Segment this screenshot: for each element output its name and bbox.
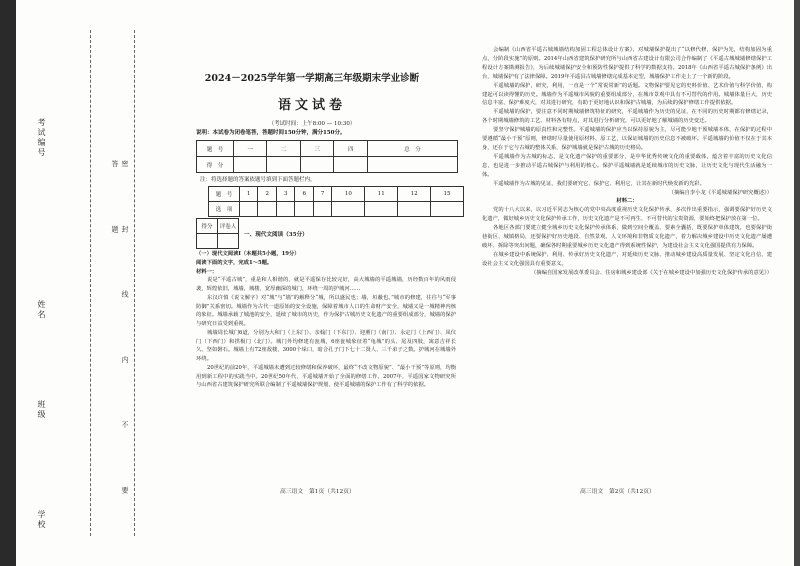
score-row-label-2: 得 分: [197, 157, 234, 173]
answer-num: 11: [365, 187, 398, 202]
material-1-label: 材料一：: [196, 268, 218, 275]
answer-cell[interactable]: [240, 202, 258, 217]
footer-page-2: 高三语文 第2页（共12页）: [580, 489, 655, 495]
seal-dash-line-inner: [134, 30, 135, 536]
score-col-1: 一: [234, 141, 267, 157]
answer-table: [208, 186, 464, 217]
score-col-total: 总 分: [367, 141, 457, 157]
answer-num: 15: [431, 187, 464, 202]
passage-paragraph: 城墙周长城门6道，分别为大和门（上东门）、亲翰门（下东门）、迎薰门（南门）、永定门（上西门）、凤仪门（下西门）和拱极门（北门）。城门外均修建有瓮城，6座瓮城象征着“龟城”的头、尾及四肢，寓意吉祥长久、坚如磐石。城墙上有72座敌楼，3000个垛口，暗合孔子门下七十二贤人、三千弟子之数。护城河在城墙外环绕。: [196, 329, 456, 362]
passage-paragraph: 平遥城墙作为古城的见证，我们要研究它、保护它、利用它，让其在新时代焕发新的光彩。: [493, 180, 705, 187]
right-body: [482, 46, 772, 278]
name-label: 姓名: [37, 300, 46, 320]
answer-cell[interactable]: [313, 202, 331, 217]
school-label: 学校: [37, 510, 46, 530]
passage-paragraph: 平遥城墙的保护，研究，利用，一直是一个“常说常新”的话题。文物保护要见它的史料价值、艺术价值与科学价值，构建起可以读得懂的历史。城墙作为平遥城市风貌的重要组成部分，在城市景观中具有不可替代的作用。城墙体量巨大，历史信息丰富，保护难度大，对其进行研究，有助于更好地认识和保护古城墙，为后续的保护修缮工作提供依据。: [482, 82, 772, 107]
answer-row-label-2: 选 项: [209, 202, 240, 217]
exam-note: 说明：本试卷为闭卷笔答，答题时间150分钟，满分150分。: [196, 130, 346, 136]
passage-paragraph: 平遥城墙作为古城的标志，是文化遗产保护的重要部分，是中华优秀传统文化的重要载体，蕴含着丰富的历史文化信息，也是进一步推动平遥古城保护与利用的核心。保护平遥城墙就是延续城市的历史文脉，让历史文化与现代生活融为一体。: [482, 153, 772, 178]
passage-paragraph: 要坚守保护城墙的原真性和完整性。平遥城墙的保护应当以保持原貌为主，尽可能少地干预城墙本体，在保护的过程中要遵循“最小干预”原则，修缮时尽量使用原材料、原工艺，以保证城墙的历史信息不被破坏。平遥城墙的价值不仅在于其本身，还在于它与古城的整体关系，保护城墙就是保护古城的历史格局。: [482, 127, 772, 151]
answer-num: 3: [276, 187, 294, 202]
answer-num: 12: [398, 187, 431, 202]
score-cell[interactable]: [234, 157, 267, 173]
passage-paragraph: 东汉许慎《说文解字》对“城”与“墙”的解释分“城，所以盛民也；墙，垣蔽也。”城市的修建，往往与“军事防御”关系密切。城墙作为古代一道原始的安全设施，保障着城市人口的生命财产安全，城墙又是一城精神内核的象征。城墙承载了城池的安全，延续了城市的历史，作为保护古城历史文化遗产的重要组成部分，城墙的保护与研究日益受到重视。: [196, 294, 456, 327]
answer-num: 1: [240, 187, 258, 202]
answer-row-label: 题 号: [209, 187, 240, 202]
source-citation-1: （摘编自李小龙《平遥城墙保护研究概述》）: [668, 189, 772, 196]
material-2-label: 材料二：: [616, 198, 638, 205]
score-col-4: 四: [334, 141, 367, 157]
passage-paragraph: 在城乡建设中系统保护、利用、传承好历史文化遗产，对延续历史文脉、推动城乡建设高质量发展、坚定文化自信、建设社会主义文化强国具有重要意义。: [482, 251, 772, 267]
passage-paragraph: 20世纪的前20年，平遥城墙未遭到过较修缮和保养破坏，最终“不改文物原貌”、“最小干预”等原则，均衡用到新工程中的实践当中。20世纪50年代，平遥城墙开始了全面的修缮工作。2007年，平遥国家文物研究所与山西省古建筑保护研究所联合编制了平遥城墙保护规划，使平遥城墙的保护工作有了科学的依据。: [196, 364, 456, 389]
grader-name-cell[interactable]: [218, 234, 239, 249]
seal-dash-line: [90, 30, 91, 536]
passage-paragraph: 平遥城墙的保护，要注意不同时期城墙修筑特征的研究，平遥城墙作为历史的见证，在不同的历史时期都有修缮记录，各个时期城墙修筑的工艺、材料各有特点，对其进行分析研究，可以更好地了解城墙的历史变迁。: [482, 109, 772, 125]
subsection-title: （一）现代文阅读Ⅰ（本题共5小题，19分）: [196, 251, 300, 257]
exam-title: 2024－2025学年第一学期高三年级期末学业诊断: [204, 73, 420, 84]
answer-cell[interactable]: [431, 202, 464, 217]
score-cell[interactable]: [367, 157, 457, 173]
grader-name-label: 评卷人: [218, 219, 239, 234]
binding-margin: [16, 0, 171, 566]
answer-num: 2: [258, 187, 276, 202]
answer-cell[interactable]: [295, 202, 313, 217]
scan-edge-left: [0, 0, 16, 566]
grader-box: [196, 218, 239, 249]
class-label: 班级: [37, 400, 46, 420]
answer-cell[interactable]: [258, 202, 276, 217]
answer-instruction: 注：将选择题的答案依题号填到下面答题栏内。: [200, 177, 316, 183]
answer-num: 7: [313, 187, 331, 202]
footer-page-1: 高三语文 第1页（共12页）: [280, 489, 355, 495]
passage-paragraph: 说是“平遥古城”，重是和人相谐的，就是平遥保存比较完好，高大城墙的平遥城墙，历经数百年的风雨侵袭，辉煌依旧，城墙，城楼，宽厚幽深的城门，环绕一周的护城河……: [196, 277, 456, 292]
answer-cell[interactable]: [332, 202, 365, 217]
scan-edge-right: [794, 0, 800, 566]
section-title: 一、现代文阅读（35分）: [244, 232, 308, 238]
score-cell[interactable]: [334, 157, 367, 173]
source-citation-2: （摘编自国家发展改革委员会、住房和城乡建设部《关于在城乡建设中加强历史文化保护传承的意见》）: [530, 269, 772, 276]
answer-num: 6: [295, 187, 313, 202]
score-cell[interactable]: [300, 157, 333, 173]
score-cell[interactable]: [267, 157, 300, 173]
seal-line-text: 密 封 线 内 不 要 答 题: [111, 160, 129, 522]
answer-cell[interactable]: [398, 202, 431, 217]
passage-paragraph: 党的十八大以来，以习近平同志为核心的党中央高度重视历史文化保护传承，多次作出重要指示，强调要保护好历史文化遗产，做好城乡历史文化保护传承工作，历史文化遗产是不可再生、不可替代的宝贵资源，要始终把保护放在第一位。: [482, 207, 772, 223]
passage-paragraph: 会编制《山西省平遥古城城墙结构加固工程总体设计方案》，对城墙保护提出了“以修代修，保护为先，结构加固为重点，分阶段实施”的原则。2014年山西省建筑保护研究所与山西省古建设计有限公司合作编制了《平遥古城城墙修缮保护工程设计方案勘测报告》，为后续城墙保护安全和预防性保护提供了科学的数据支持。2018年《山西省平遥古城保护条例》出台，城墙保护有了法律保障。2019年平遥县古城墙修缮完成基本定型，城墙保护工作走上了一个新的阶段。: [482, 47, 772, 80]
passage-paragraph: 各地区各部门要建立健全城乡历史文化保护传承体系，做到空间全覆盖、要素全囊括，既要保护单体建筑，也要保护街巷街区、城镇格局，还要保护好历史地段、自然景观、人文环境和非物质文化遗产，着力解决城乡建设中历史文化遗产屡遭破坏、拆除等突出问题，确保各时期重要城乡历史文化遗产得到系统性保护，为建设社会主义文化强国提供有力保障。: [482, 225, 772, 249]
grader-score-cell[interactable]: [197, 234, 218, 249]
exam-number-label: 考试编号: [37, 118, 46, 158]
answer-cell[interactable]: [365, 202, 398, 217]
score-col-3: 三: [300, 141, 333, 157]
score-table: [196, 140, 458, 173]
score-col-2: 二: [267, 141, 300, 157]
answer-cell[interactable]: [276, 202, 294, 217]
subject-title: 语文试卷: [277, 98, 346, 113]
left-body: [196, 250, 456, 390]
exam-time: （考试时间：上午8:00 — 10:30）: [268, 121, 356, 127]
score-row-label: 题 号: [197, 141, 234, 157]
task-line: 阅读下面的文字，完成1～5题。: [196, 259, 273, 266]
grader-score-label: 得分: [197, 219, 218, 234]
answer-num: 10: [332, 187, 365, 202]
